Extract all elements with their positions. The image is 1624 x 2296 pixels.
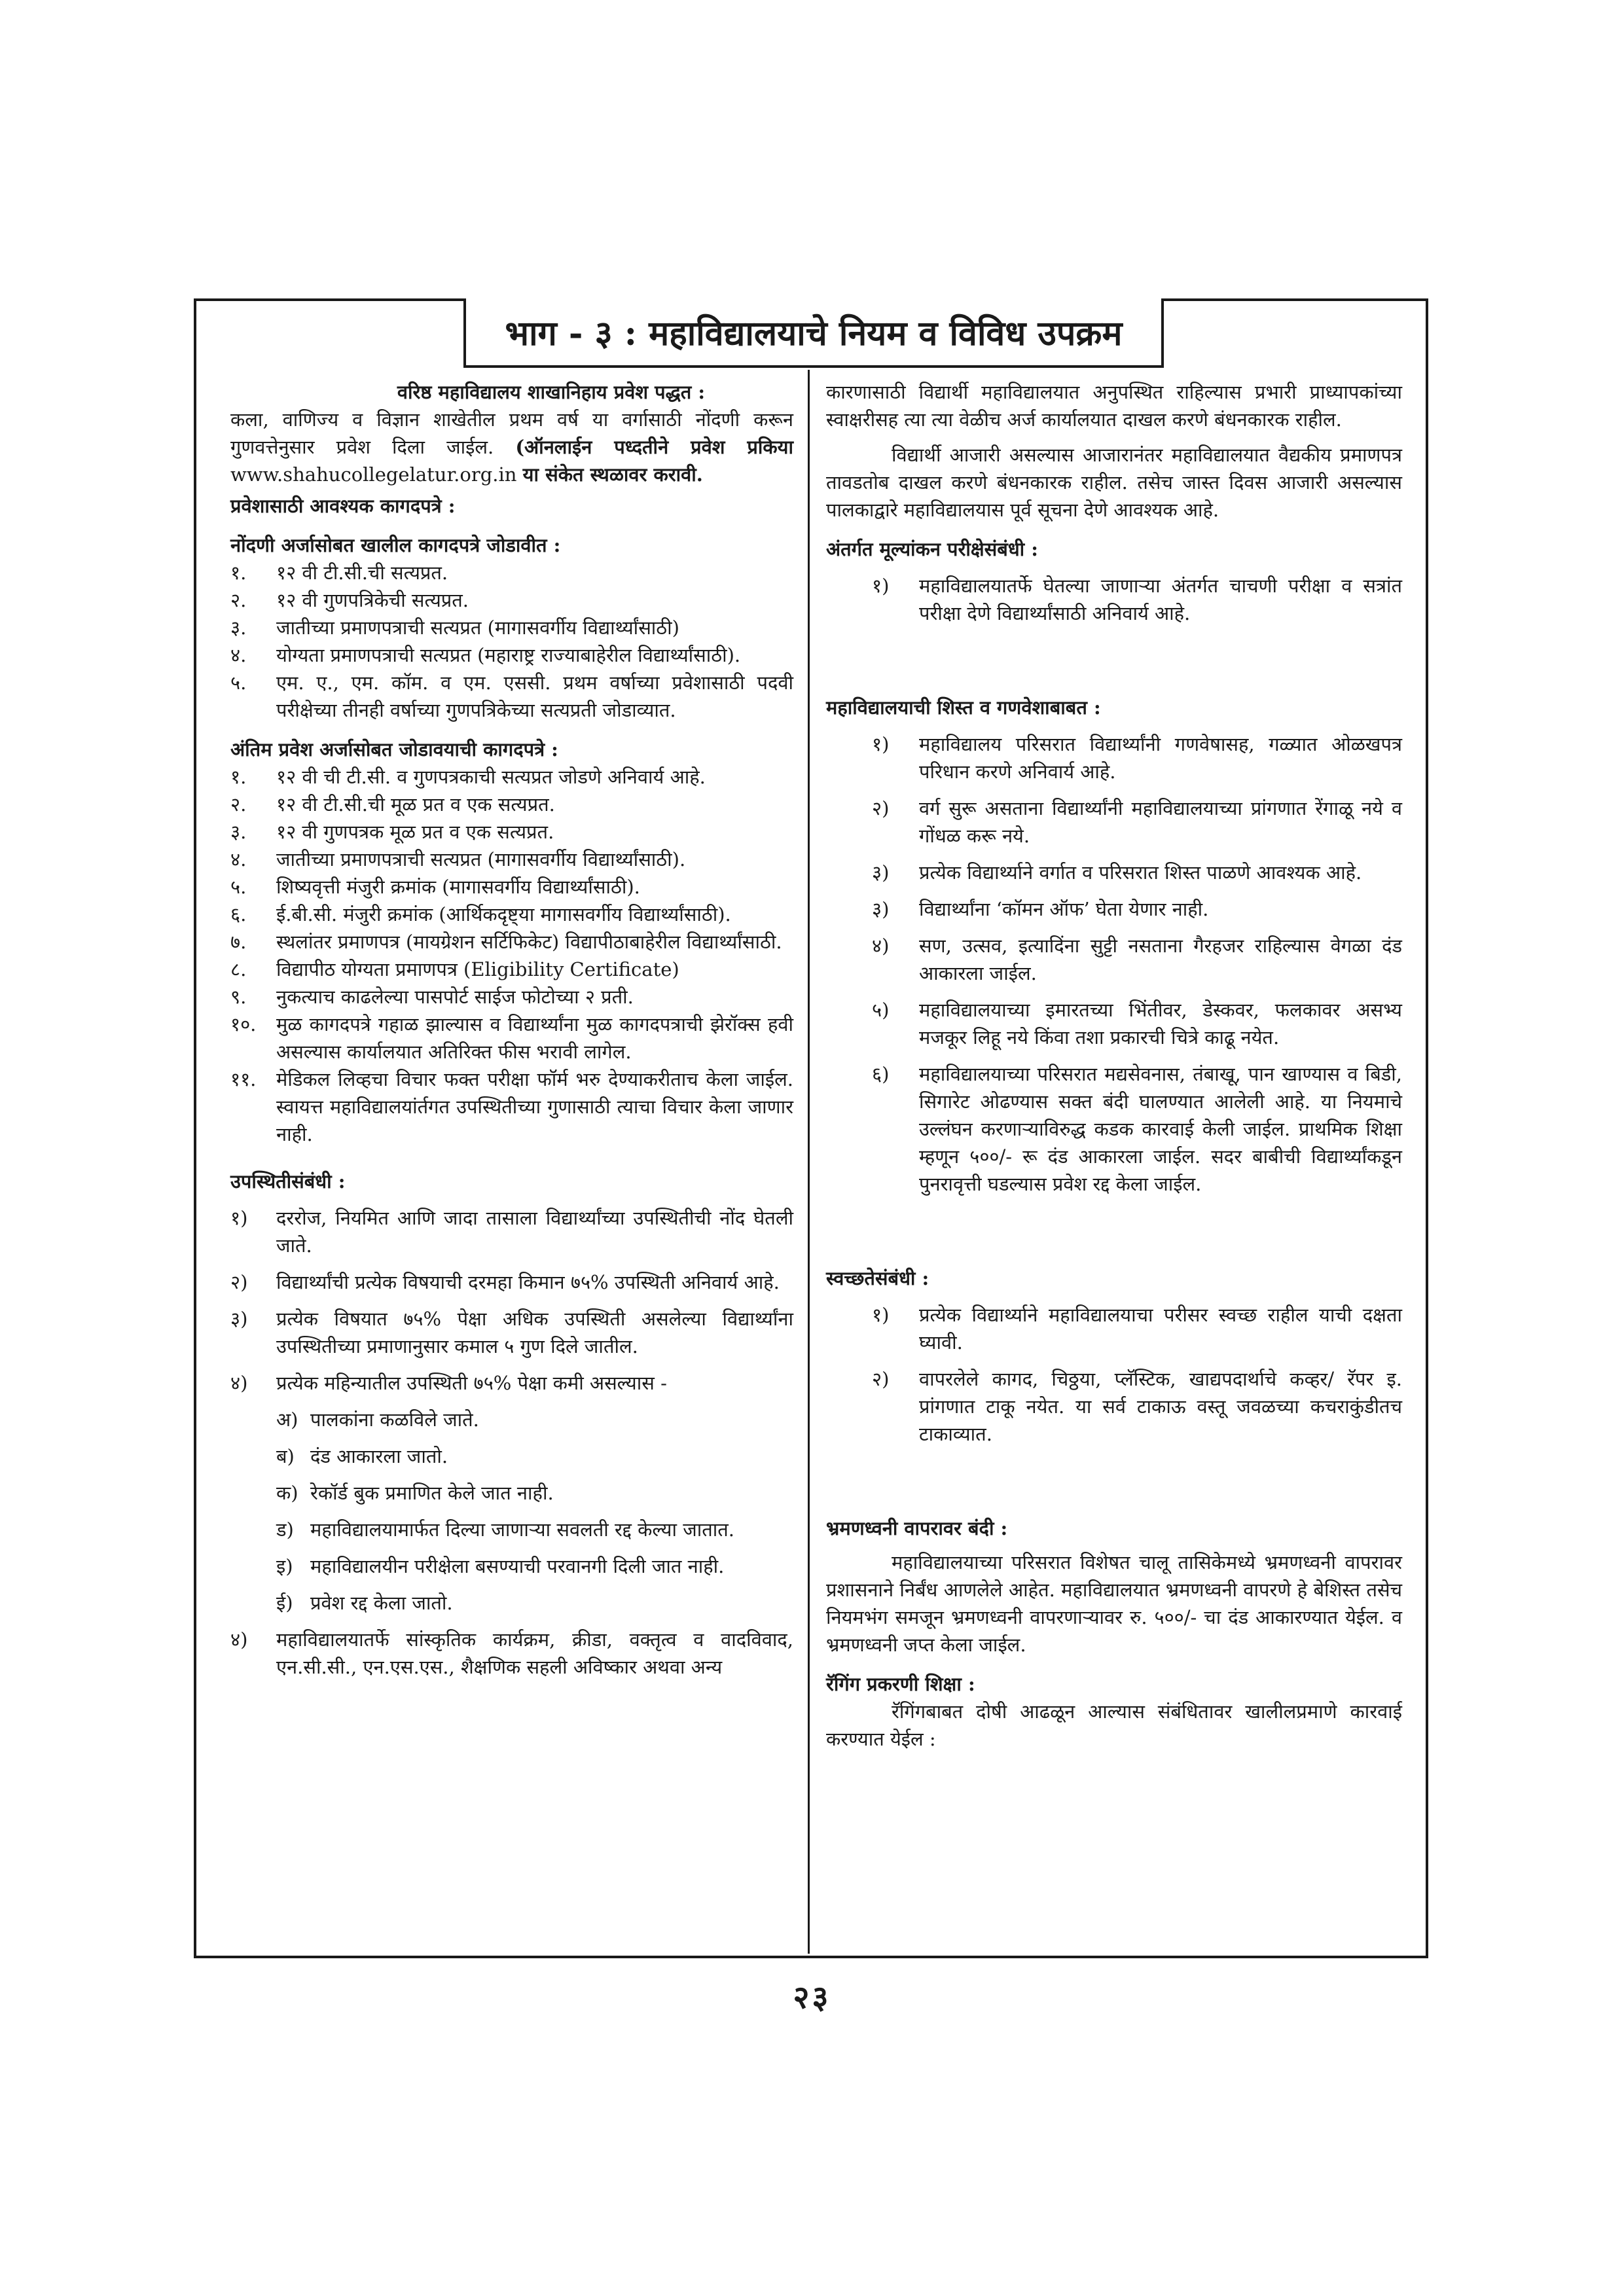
list-item-text: एम. ए., एम. कॉम. व एम. एससी. प्रथम वर्षाच्या प्रवेशासाठी पदवी परीक्षेच्या तीनही वर्षाच्या गुणपत्रिकेच्या सत्यप्रती जोडाव्यात. — [276, 672, 793, 721]
list-item — [230, 586, 793, 614]
sub-list-item — [230, 1516, 793, 1543]
cleanliness-list — [826, 1301, 1402, 1448]
list-item — [230, 1268, 793, 1296]
list-item — [826, 730, 1402, 785]
list-item-number: २. — [230, 589, 247, 611]
sub-list-item-text: महाविद्यालयामार्फत दिल्या जाणाऱ्या सवलती रद्द केल्या जातात. — [310, 1518, 735, 1541]
list-item — [230, 1204, 793, 1259]
sub-list-item-number: ई) — [276, 1592, 293, 1614]
list-item-text: योग्यता प्रमाणपत्राची सत्यप्रत (महाराष्ट्र राज्याबाहेरील विद्यार्थ्यांसाठी). — [276, 644, 741, 666]
list-item-text: स्थलांतर प्रमाणपत्र (मायग्रेशन सर्टिफिकेट) विद्यापीठाबाहेरील विद्यार्थ्यांसाठी. — [276, 931, 782, 953]
attendance-last-item: ४) महाविद्यालयातर्फे सांस्कृतिक कार्यक्रम, क्रीडा, वक्तृत्व व वादविवाद, एन.सी.सी., एन.एस.एस., शैक्षणिक सहली अविष्कार अथवा अन्य — [230, 1628, 793, 1678]
discipline-heading: महाविद्यालयाची शिस्त व गणवेशाबाबत : — [826, 696, 1101, 719]
sub-list-item — [230, 1552, 793, 1580]
list-item — [230, 1011, 793, 1066]
list-item-text: १२ वी टी.सी.ची मूळ प्रत व एक सत्यप्रत. — [276, 793, 555, 816]
list-item — [826, 895, 1402, 923]
list-item-text: जातीच्या प्रमाणपत्राची सत्यप्रत (मागासवर्गीय विद्यार्थ्यांसाठी). — [276, 848, 686, 870]
list-item-text: महाविद्यालयातर्फे घेतल्या जाणाऱ्या अंतर्गत चाचणी परीक्षा व सत्रांत परीक्षा देणे विद्यार्थ्यांसाठी अनिवार्य आहे. — [919, 575, 1402, 624]
list-item-text: १२ वी गुणपत्रक मूळ प्रत व एक सत्यप्रत. — [276, 821, 554, 843]
list-item — [826, 859, 1402, 886]
list-item-number: ७. — [230, 931, 247, 953]
list-item-text: वर्ग सुरू असताना विद्यार्थ्यांनी महाविद्यालयाच्या प्रांगणात रेंगाळू नये व गोंधळ करू नये. — [919, 797, 1402, 847]
sub-list-item — [230, 1406, 793, 1433]
sub-list-item-number: ब) — [276, 1445, 295, 1467]
page-number: २३ — [793, 1979, 831, 2016]
list-item-text: वापरलेले कागद, चिठ्ठया, प्लॅस्टिक, खाद्यपदार्थाचे कव्हर/ रॅपर इ. प्रांगणात टाकू नयेत. या सर्व टाकाऊ वस्तू जवळच्या कचराकुंडीतच टाकाव्यात. — [919, 1368, 1402, 1445]
list-item-number: ४) — [230, 1372, 248, 1394]
discipline-list — [826, 730, 1402, 1198]
list-item-number: १. — [230, 562, 247, 584]
list-item-text: महाविद्यालयाच्या इमारतच्या भिंतीवर, डेस्कवर, फलकावर असभ्य मजकूर लिहू नये किंवा तशा प्रकारची चित्रे काढू नयेत. — [919, 999, 1402, 1049]
list-item-number: १०. — [230, 1013, 257, 1035]
list-item-number: ११. — [230, 1068, 257, 1090]
list-item — [230, 614, 793, 641]
list-item-text: शिष्यवृत्ती मंजुरी क्रमांक (मागासवर्गीय विद्यार्थ्यांसाठी). — [276, 876, 640, 898]
attendance-heading: उपस्थितीसंबंधी : — [230, 1170, 346, 1193]
list-item-number: ३) — [230, 1308, 248, 1330]
sub-list-item-text: रेकॉर्ड बुक प्रमाणित केले जात नाही. — [310, 1482, 554, 1504]
list-item-text: प्रत्येक महिन्यातील उपस्थिती ७५% पेक्षा कमी असल्यास - — [276, 1372, 667, 1394]
attendance-sub-list — [230, 1406, 793, 1617]
list-item — [230, 901, 793, 928]
list-item-text: १२ वी टी.सी.ची सत्यप्रत. — [276, 562, 448, 584]
list-item-number: ५. — [230, 876, 247, 898]
list-item — [230, 983, 793, 1011]
list-item-number: ३. — [230, 821, 247, 843]
internal-eval-list — [826, 572, 1402, 627]
list-item-number: १) — [872, 733, 890, 755]
list-item — [230, 1066, 793, 1148]
admission-heading: वरिष्ठ महाविद्यालय शाखानिहाय प्रवेश पद्धत : — [397, 381, 706, 403]
list-item-text: मुळ कागदपत्रे गहाळ झाल्यास व विद्यार्थ्यांना मुळ कागदपत्राची झेरॉक्स हवी असल्यास कार्यालयात अतिरिक्त फीस भरावी लागेल. — [276, 1013, 793, 1063]
list-item-number: ९. — [230, 986, 247, 1008]
list-item — [230, 763, 793, 791]
ragging-text: रॅगिंगबाबत दोषी आढळून आल्यास संबंधितावर खालीलप्रमाणे कारवाई करण्यात येईल : — [826, 1700, 1402, 1750]
list-item-text: जातीच्या प्रमाणपत्राची सत्यप्रत (मागासवर्गीय विद्यार्थ्यांसाठी) — [276, 617, 679, 639]
section-title: भाग - ३ : महाविद्यालयाचे नियम व विविध उपक्रम — [463, 298, 1164, 368]
list-item-number: ४) — [872, 935, 890, 957]
list-item — [230, 1305, 793, 1360]
list-item — [230, 818, 793, 846]
list-item — [230, 928, 793, 956]
list-item-text: सण, उत्सव, इत्यादिंना सुट्टी नसताना गैरहजर राहिल्यास वेगळा दंड आकारला जाईल. — [919, 935, 1402, 984]
right-column — [826, 378, 1402, 1753]
list-item-text: १२ वी गुणपत्रिकेची सत्यप्रत. — [276, 589, 469, 611]
list-item-number: १) — [230, 1207, 248, 1229]
list-item — [826, 795, 1402, 850]
list-item-text: विद्यार्थ्यांना ‘कॉमन ऑफ’ घेता येणार नाही. — [919, 898, 1209, 920]
sub-list-item-number: क) — [276, 1482, 298, 1504]
list-item-number: १) — [872, 575, 890, 597]
list-item-number: २) — [872, 797, 890, 819]
mobile-ban-heading: भ्रमणध्वनी वापरावर बंदी : — [826, 1517, 1008, 1539]
registration-docs-heading: नोंदणी अर्जासोबत खालील कागदपत्रे जोडावीत : — [230, 534, 561, 556]
list-item-number: २. — [230, 793, 247, 816]
list-item-number: ५) — [872, 999, 890, 1021]
ragging-heading: रॅगिंग प्रकरणी शिक्षा : — [826, 1673, 975, 1695]
list-item-text: दररोज, नियमित आणि जादा तासाला विद्यार्थ्यांच्या उपस्थितीची नोंद घेतली जाते. — [276, 1207, 793, 1257]
admission-text: कला, वाणिज्य व विज्ञान शाखेतील प्रथम वर्ष या वर्गासाठी नोंदणी करून गुणवत्तेनुसार प्रवेश दिला जाईल. (ऑनलाईन पध्दतीने प्रवेश प्रकिया www.shahucollegelatur.org.in या संकेत स्थळावर करावी. — [230, 408, 793, 486]
final-docs-heading: अंतिम प्रवेश अर्जासोबत जोडावयाची कागदपत्रे : — [230, 738, 558, 761]
list-item-number: १) — [872, 1304, 890, 1326]
list-item-number: ५. — [230, 672, 247, 694]
final-docs-list — [230, 763, 793, 1148]
list-item — [230, 956, 793, 983]
sub-list-item-text: महाविद्यालयीन परीक्षेला बसण्याची परवानगी दिली जात नाही. — [310, 1555, 725, 1577]
list-item-text: नुकत्याच काढलेल्या पासपोर्ट साईज फोटोच्या २ प्रती. — [276, 986, 634, 1008]
mobile-ban-text: महाविद्यालयाच्या परिसरात विशेषत चालू तासिकेमध्ये भ्रमणध्वनी वापरावर प्रशासनाने निर्बंध आणलेले आहेत. महाविद्यालयात भ्रमणध्वनी वापरणे हे बेशिस्त तसेच नियमभंग समजून भ्रमणध्वनी वापरणाऱ्यावर रु. ५००/- चा दंड आकारण्यात येईल. व भ्रमणध्वनी जप्त केला जाईल. — [826, 1551, 1402, 1656]
sub-list-item — [230, 1479, 793, 1507]
list-item-number: ३. — [230, 617, 247, 639]
column-divider — [808, 370, 810, 1954]
list-item — [230, 641, 793, 669]
list-item — [826, 1301, 1402, 1356]
website-url: www.shahucollegelatur.org.in — [230, 463, 523, 486]
docs-heading: प्रवेशासाठी आवश्यक कागदपत्रे : — [230, 495, 456, 517]
list-item-number: ६. — [230, 903, 247, 925]
list-item — [230, 559, 793, 586]
sub-list-item-number: अ) — [276, 1408, 298, 1431]
list-item-text: महाविद्यालय परिसरात विद्यार्थ्यांनी गणवेषासह, गळ्यात ओळखपत्र परिधान करणे अनिवार्य आहे. — [919, 733, 1402, 783]
attendance-list — [230, 1204, 793, 1397]
sub-list-item-number: इ) — [276, 1555, 293, 1577]
list-item-text: प्रत्येक विद्यार्थ्याने महाविद्यालयाचा परीसर स्वच्छ राहील याची दक्षता घ्यावी. — [919, 1304, 1402, 1354]
list-item-text: प्रत्येक विषयात ७५% पेक्षा अधिक उपस्थिती असलेल्या विद्यार्थ्यांना उपस्थितीच्या प्रमाणानुसार कमाल ५ गुण दिले जातील. — [276, 1308, 793, 1357]
list-item-text: महाविद्यालयाच्या परिसरात मद्यसेवनास, तंबाखू, पान खाण्यास व बिडी, सिगारेट ओढण्यास सक्त बंदी घालण्यात आलेली आहे. या नियमाचे उल्लंघन करणाऱ्याविरुद्ध कडक कारवाई केली जाईल. प्राथमिक शिक्षा म्हणून ५००/- रू दंड आकारला जाईल. सदर बाबीची विद्यार्थ्यांकडून पुनरावृत्ती घडल्यास प्रवेश रद्द केला जाईल. — [919, 1063, 1402, 1195]
list-item-number: २) — [872, 1368, 890, 1390]
list-item-text: मेडिकल लिव्हचा विचार फक्त परीक्षा फॉर्म भरु देण्याकरीताच केला जाईल. स्वायत्त महाविद्यालयांर्तगत उपस्थितीच्या गुणासाठी त्याचा विचार केला जाणार नाही. — [276, 1068, 793, 1145]
list-item-text: विद्यापीठ योग्यता प्रमाणपत्र (Eligibility Certificate) — [276, 958, 679, 980]
sub-list-item-text: प्रवेश रद्द केला जातो. — [310, 1592, 453, 1614]
sub-list-item-text: दंड आकारला जातो. — [310, 1445, 448, 1467]
list-item-text: प्रत्येक विद्यार्थ्याने वर्गात व परिसरात शिस्त पाळणे आवश्यक आहे. — [919, 861, 1362, 884]
right-intro-p1: कारणासाठी विद्यार्थी महाविद्यालयात अनुपस्थित राहिल्यास प्रभारी प्राध्यापकांच्या स्वाक्षरीसह त्या त्या वेळीच अर्ज कार्यालयात दाखल करणे बंधनकारक राहील. — [826, 381, 1402, 431]
sub-list-item — [230, 1589, 793, 1617]
list-item-text: विद्यार्थ्यांची प्रत्येक विषयाची दरमहा किमान ७५% उपस्थिती अनिवार्य आहे. — [276, 1271, 780, 1293]
internal-eval-heading: अंतर्गत मूल्यांकन परीक्षेसंबंधी : — [826, 538, 1038, 560]
list-item-number: ४. — [230, 848, 247, 870]
list-item — [230, 1369, 793, 1397]
list-item-number: २) — [230, 1271, 248, 1293]
sub-list-item — [230, 1443, 793, 1470]
list-item — [230, 791, 793, 818]
sub-list-item-number: ड) — [276, 1518, 294, 1541]
list-item-text: १२ वी ची टी.सी. व गुणपत्रकाची सत्यप्रत जोडणे अनिवार्य आहे. — [276, 766, 706, 788]
list-item-number: ३) — [872, 898, 890, 920]
left-column — [230, 378, 793, 1681]
list-item — [826, 932, 1402, 987]
list-item-number: ३) — [872, 861, 890, 884]
list-item — [230, 846, 793, 873]
sub-list-item-text: पालकांना कळविले जाते. — [310, 1408, 479, 1431]
list-item — [826, 1060, 1402, 1198]
list-item-number: ४. — [230, 644, 247, 666]
right-intro-p2: विद्यार्थी आजारी असल्यास आजारानंतर महाविद्यालयात वैद्यकीय प्रमाणपत्र तावडतोब दाखल करणे बंधनकारक राहील. तसेच जास्त दिवस आजारी असल्यास पालकाद्वारे महाविद्यालयास पूर्व सूचना देणे आवश्यक आहे. — [826, 444, 1402, 521]
cleanliness-heading: स्वच्छतेसंबंधी : — [826, 1267, 929, 1289]
list-item-number: ६) — [872, 1063, 890, 1085]
registration-docs-list — [230, 559, 793, 724]
list-item-text: ई.बी.सी. मंजुरी क्रमांक (आर्थिकदृष्ट्या मागासवर्गीय विद्यार्थ्यांसाठी). — [276, 903, 731, 925]
list-item-number: १. — [230, 766, 247, 788]
list-item — [230, 873, 793, 901]
list-item — [826, 996, 1402, 1051]
list-item-number: ८. — [230, 958, 247, 980]
list-item — [826, 572, 1402, 627]
list-item — [826, 1365, 1402, 1448]
list-item — [230, 669, 793, 724]
